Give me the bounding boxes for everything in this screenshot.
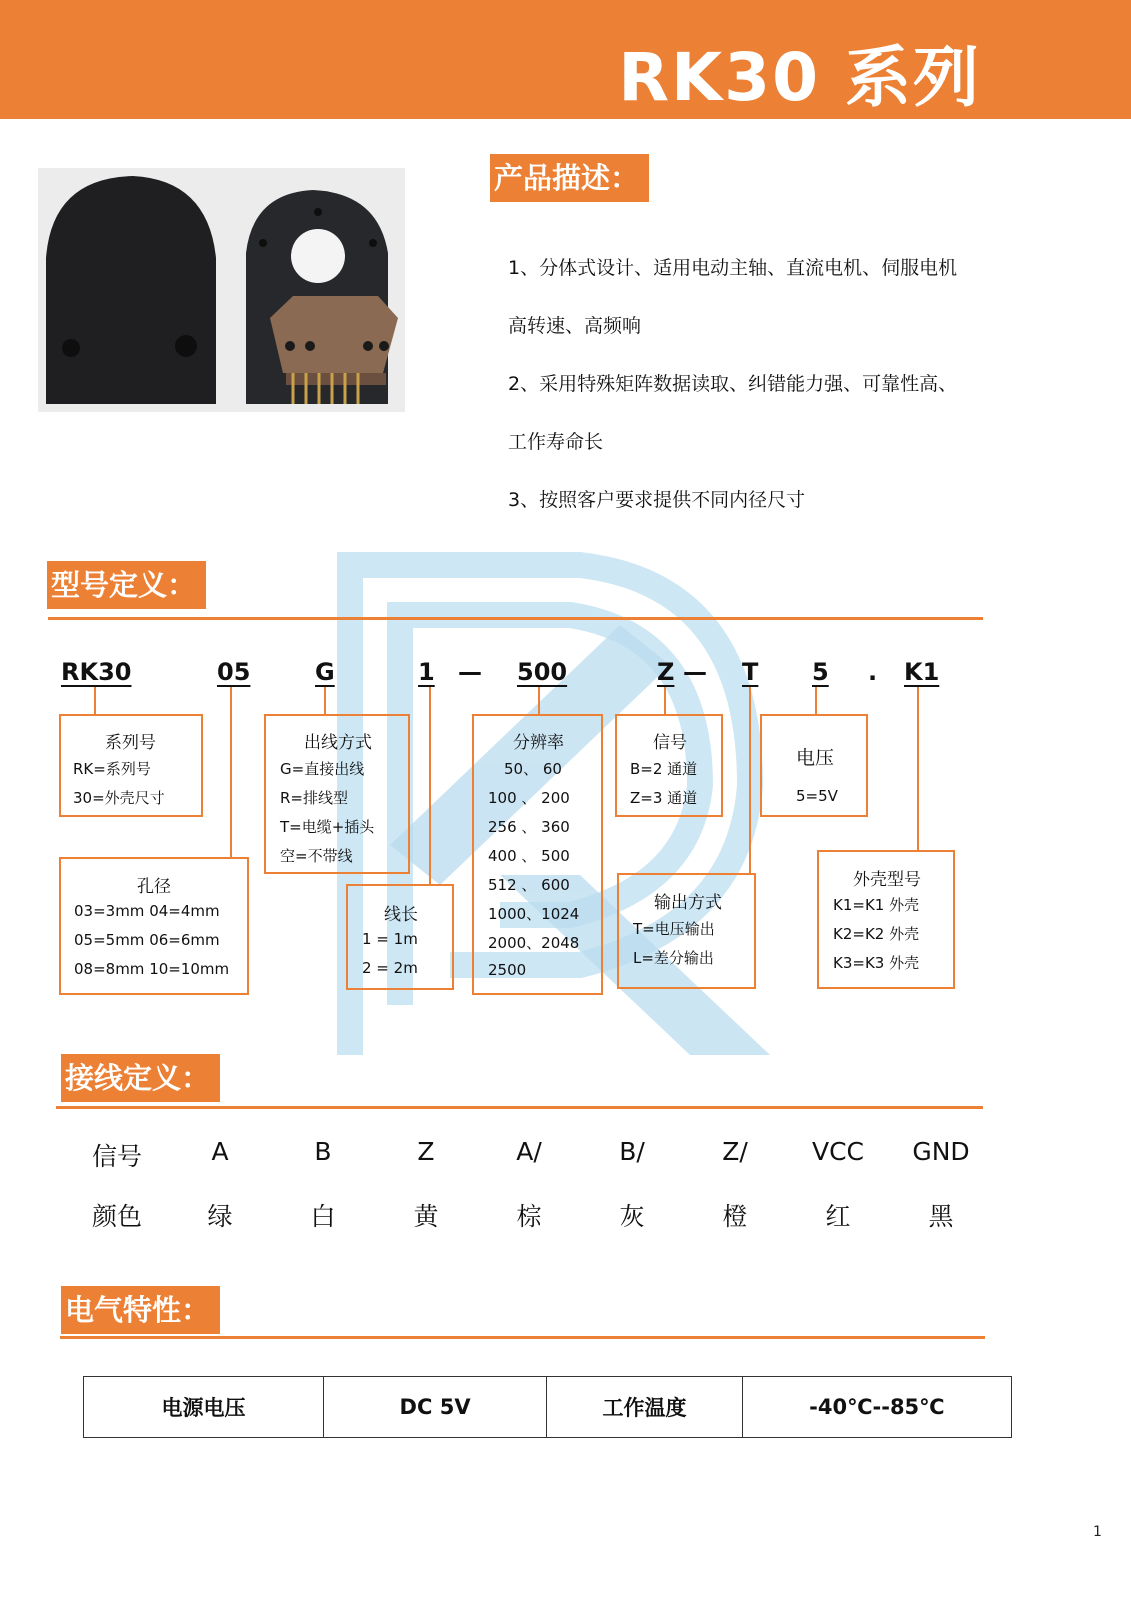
box-title: 孔径 — [137, 877, 171, 897]
model-code-voltage: 5 — [812, 658, 829, 686]
box-line: T=电缆+插头 — [280, 818, 375, 836]
output-mode-box — [617, 873, 756, 989]
wiring-signal-cell: B/ — [619, 1137, 645, 1166]
wiring-color-cell: 红 — [825, 1202, 851, 1231]
bore-box — [59, 857, 249, 995]
description-line: 工作寿命长 — [508, 431, 604, 453]
outlet-box — [264, 714, 410, 874]
box-line: R=排线型 — [280, 789, 348, 807]
voltage-box — [760, 714, 868, 817]
wiring-color-cell: 灰 — [619, 1202, 645, 1231]
wiring-signal-cell: B — [314, 1137, 332, 1166]
page-number: 1 — [1093, 1524, 1102, 1540]
box-title: 出线方式 — [304, 733, 372, 753]
box-line: T=电压输出 — [633, 920, 715, 938]
box-line: B=2 通道 — [630, 760, 698, 778]
box-line: 512 、 600 — [488, 876, 570, 894]
model-code-output: T — [742, 658, 759, 686]
connector-line — [429, 687, 431, 885]
connector-line — [94, 687, 96, 715]
box-line: 2500 — [488, 961, 527, 979]
model-code-bore: 05 — [217, 658, 251, 686]
resolution-box — [472, 714, 603, 995]
box-line: L=差分输出 — [633, 949, 714, 967]
wiring-signal-header: 信号 — [91, 1142, 142, 1171]
connector-line — [664, 687, 666, 715]
series-box — [59, 714, 203, 817]
box-title: 系列号 — [105, 733, 156, 753]
wiring-color-cell: 白 — [310, 1202, 336, 1231]
wiring-color-cell: 黄 — [413, 1202, 439, 1231]
box-line: 5=5V — [796, 787, 838, 805]
wiring-signal-cell: Z/ — [722, 1137, 748, 1166]
box-line: K1=K1 外壳 — [833, 896, 920, 914]
product-description-label: 产品描述： — [490, 154, 649, 202]
electrical-table — [83, 1376, 1012, 1438]
connector-line — [917, 687, 919, 851]
model-code-dash: — — [683, 658, 707, 686]
box-line: 30=外壳尺寸 — [73, 789, 165, 807]
box-line: 2000、2048 — [488, 934, 580, 952]
wiring-color-cell: 绿 — [207, 1202, 233, 1231]
box-line: 256 、 360 — [488, 818, 570, 836]
model-code-cable: 1 — [418, 658, 435, 686]
table-row — [84, 1377, 1012, 1438]
model-code-dot: . — [868, 658, 878, 686]
model-code-dash: — — [458, 658, 482, 686]
signal-box — [615, 714, 723, 817]
table-cell: -40℃--85℃ — [742, 1377, 1011, 1438]
table-cell: 工作温度 — [547, 1377, 743, 1438]
wiring-signal-cell: GND — [912, 1137, 970, 1166]
model-definition-label: 型号定义： — [47, 561, 206, 609]
box-title: 电压 — [796, 747, 835, 769]
box-line: 400 、 500 — [488, 847, 570, 865]
box-title: 信号 — [653, 733, 687, 753]
table-cell: DC 5V — [323, 1377, 546, 1438]
connector-line — [538, 687, 540, 715]
wiring-color-header: 颜色 — [91, 1202, 142, 1231]
wiring-signal-cell: A/ — [516, 1137, 542, 1166]
wiring-signal-cell: A — [211, 1137, 229, 1166]
box-line: 03=3mm 04=4mm — [74, 902, 220, 920]
cable-length-box — [346, 884, 454, 990]
box-line: RK=系列号 — [73, 760, 151, 778]
electrical-characteristics-label: 电气特性： — [61, 1286, 220, 1334]
encoder-photo-icon — [38, 168, 405, 412]
wiring-definition-label: 接线定义： — [61, 1054, 220, 1102]
box-line: 50、 60 — [504, 760, 562, 778]
section-rule — [60, 1336, 985, 1339]
box-line: G=直接出线 — [280, 760, 365, 778]
box-line: 100 、 200 — [488, 789, 570, 807]
connector-line — [815, 687, 817, 715]
housing-box — [817, 850, 955, 989]
box-line: 1000、1024 — [488, 905, 580, 923]
description-line: 1、分体式设计、适用电动主轴、直流电机、伺服电机 — [508, 257, 958, 279]
box-line: 2 = 2m — [362, 959, 418, 977]
box-line: Z=3 通道 — [630, 789, 698, 807]
box-line: 05=5mm 06=6mm — [74, 931, 220, 949]
wiring-signal-cell: VCC — [811, 1137, 864, 1166]
wiring-signal-cell: Z — [417, 1137, 435, 1166]
box-line: K3=K3 外壳 — [833, 954, 920, 972]
model-code-signal: Z — [657, 658, 675, 686]
box-title: 外壳型号 — [853, 870, 921, 890]
table-cell: 电源电压 — [84, 1377, 324, 1438]
model-code-housing: K1 — [904, 658, 940, 686]
model-code-resolution: 500 — [517, 658, 568, 686]
model-code-series: RK30 — [61, 658, 132, 686]
description-line: 2、采用特殊矩阵数据读取、纠错能力强、可靠性高、 — [508, 373, 958, 395]
box-line: 1 = 1m — [362, 930, 418, 948]
connector-line — [749, 687, 751, 873]
section-rule — [56, 1106, 983, 1109]
box-line: K2=K2 外壳 — [833, 925, 920, 943]
page-title: RK30 系列 — [618, 39, 981, 116]
section-rule — [48, 617, 983, 620]
box-title: 线长 — [384, 905, 418, 925]
box-title: 输出方式 — [654, 893, 722, 913]
description-line: 3、按照客户要求提供不同内径尺寸 — [508, 489, 806, 511]
wiring-color-cell: 橙 — [722, 1202, 748, 1231]
connector-line — [230, 687, 232, 858]
connector-line — [324, 687, 326, 715]
wiring-color-cell: 棕 — [516, 1202, 542, 1231]
box-line: 08=8mm 10=10mm — [74, 960, 230, 978]
box-line: 空=不带线 — [280, 847, 353, 865]
model-code-outlet: G — [315, 658, 335, 686]
box-title: 分辨率 — [513, 733, 564, 753]
description-line: 高转速、高频响 — [508, 315, 642, 337]
wiring-color-cell: 黑 — [928, 1202, 954, 1231]
